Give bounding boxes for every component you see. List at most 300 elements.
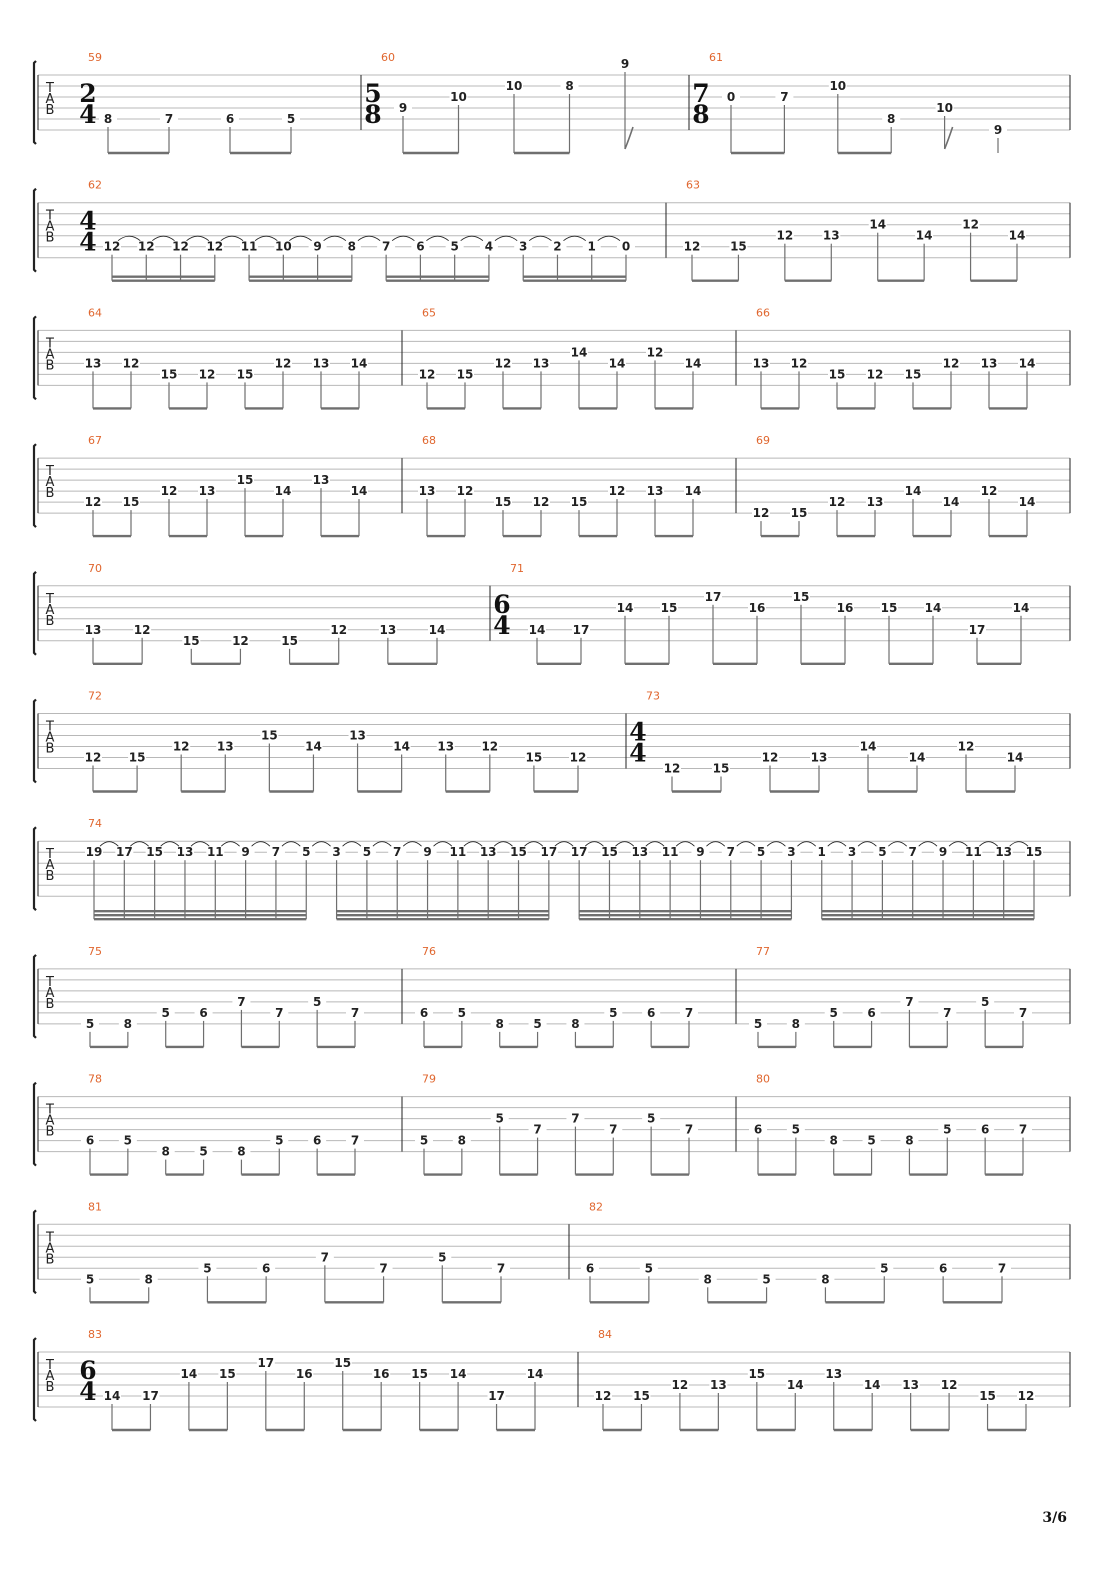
fret-number: 14	[859, 739, 877, 754]
fret-number: 11	[661, 845, 679, 860]
measure-79	[415, 1073, 698, 1175]
fret-number: 5	[302, 845, 311, 860]
system-bracket	[34, 316, 36, 399]
fret-number: 13	[216, 739, 234, 754]
fret-number: 7	[684, 1005, 694, 1020]
fret-number: 15	[334, 1356, 352, 1370]
measure-80	[749, 1073, 1032, 1175]
tab-system	[34, 1328, 1070, 1430]
fret-number: 5	[362, 845, 372, 860]
fret-number: 13	[479, 845, 497, 860]
fret-number: 12	[940, 1378, 958, 1392]
fret-number: 14	[904, 484, 922, 499]
measure-65	[418, 306, 702, 408]
fret-number: 5	[199, 1144, 208, 1159]
bar-number: 67	[88, 434, 102, 448]
measure-69	[752, 434, 1036, 536]
fret-number: 9	[241, 845, 250, 860]
bar-number: 61	[709, 51, 723, 64]
fret-number: 16	[748, 600, 766, 615]
fret-number: 6	[199, 1005, 208, 1020]
fret-number: 13	[631, 845, 649, 860]
fret-number: 11	[449, 845, 467, 860]
fret-number: 8	[571, 1016, 580, 1031]
fret-number: 12	[683, 239, 701, 254]
fret-number: 15	[660, 600, 678, 615]
fret-number: 5	[753, 1016, 763, 1031]
tab-system	[34, 562, 1070, 664]
fret-number: 15	[219, 1367, 236, 1381]
fret-number: 6	[867, 1005, 876, 1020]
fret-number: 13	[866, 495, 884, 510]
fret-number: 5	[609, 1005, 618, 1020]
measure-83	[79, 1328, 544, 1430]
fret-number: 14	[915, 228, 933, 243]
tab-clef-letter: T	[46, 208, 54, 224]
fret-number: 16	[295, 1367, 313, 1381]
fret-number: 7	[1018, 1122, 1028, 1137]
system-bracket	[34, 955, 36, 1038]
fret-number: 5	[161, 1005, 170, 1020]
measure-60	[364, 51, 634, 153]
fret-number: 4	[484, 239, 494, 254]
fret-number: 17	[115, 845, 133, 860]
fret-number: 14	[393, 739, 410, 754]
fret-number: 15	[236, 473, 254, 488]
fret-number: 10	[505, 79, 523, 93]
fret-number: 13	[418, 484, 436, 499]
fret-number: 12	[866, 367, 884, 382]
time-signature-bottom: 8	[692, 100, 710, 129]
tab-clef-letter: B	[45, 869, 55, 885]
measure-73	[629, 690, 1024, 792]
fret-number: 15	[792, 589, 810, 604]
measure-72	[84, 690, 587, 792]
fret-number: 0	[621, 239, 631, 254]
fret-number: 14	[684, 356, 702, 371]
page-number: 3/6	[1042, 1510, 1067, 1526]
tab-clef-letter: A	[45, 347, 55, 363]
fret-number: 12	[608, 484, 626, 499]
tab-clef-letter: B	[45, 741, 55, 757]
fret-number: 10	[274, 239, 292, 254]
fret-number: 7	[237, 994, 246, 1009]
tab-clef-letter: T	[46, 464, 54, 480]
fret-number: 5	[646, 1111, 656, 1126]
fret-number: 13	[902, 1378, 919, 1392]
fret-number: 1	[817, 845, 826, 860]
tab-clef-letter: T	[46, 1230, 54, 1246]
tab-clef-letter: B	[45, 613, 55, 629]
measure-64	[84, 306, 368, 408]
bar-number: 59	[88, 51, 102, 64]
fret-number: 13	[312, 473, 330, 488]
fret-number: 12	[942, 356, 960, 371]
fret-number: 5	[829, 1005, 838, 1020]
fret-number: 12	[232, 633, 249, 648]
fret-number: 14	[924, 600, 942, 615]
fret-number: 6	[646, 1005, 656, 1020]
fret-number: 14	[786, 1378, 804, 1392]
fret-number: 13	[198, 484, 216, 499]
fret-number: 11	[206, 845, 224, 860]
fret-number: 12	[828, 495, 846, 510]
fret-number: 15	[712, 761, 730, 776]
fret-number: 10	[450, 90, 467, 104]
measure-63	[683, 179, 1026, 281]
tab-clef-letter: B	[45, 486, 55, 502]
fret-number: 13	[379, 622, 397, 637]
fret-number: 7	[571, 1111, 580, 1126]
fret-number: 17	[968, 622, 986, 637]
bar-number: 83	[88, 1328, 102, 1341]
bar-number: 82	[589, 1200, 603, 1214]
measure-61	[692, 51, 1007, 153]
tab-system	[34, 51, 1070, 153]
fret-number: 15	[494, 495, 512, 510]
tab-clef-letter: T	[46, 336, 54, 352]
tab-system	[34, 690, 1070, 792]
bar-number: 81	[88, 1200, 102, 1214]
fret-number: 5	[980, 994, 990, 1009]
fret-number: 8	[703, 1272, 712, 1287]
fret-number: 7	[684, 1122, 694, 1137]
fret-number: 15	[748, 1367, 766, 1381]
tab-clef-letter: T	[46, 719, 54, 735]
tab-clef-letter: B	[45, 1380, 55, 1395]
fret-number: 17	[142, 1389, 159, 1403]
system-bracket	[34, 444, 36, 527]
fret-number: 12	[84, 750, 102, 765]
slide-slur	[529, 236, 551, 241]
fret-number: 14	[1006, 750, 1024, 765]
tab-clef-letter: A	[45, 730, 55, 746]
fret-number: 5	[286, 112, 296, 126]
fret-number: 12	[957, 739, 975, 754]
fret-number: 6	[312, 1133, 322, 1148]
measure-74	[85, 817, 1043, 919]
systems-layer	[34, 51, 1070, 1430]
bar-number: 84	[598, 1328, 612, 1341]
fret-number: 15	[828, 367, 846, 382]
time-signature-bottom: 4	[79, 100, 97, 129]
fret-number: 5	[85, 1272, 95, 1287]
fret-number: 5	[878, 845, 887, 860]
tab-system	[34, 306, 1070, 408]
fret-number: 14	[528, 622, 546, 637]
fret-number: 15	[510, 845, 527, 860]
fret-number: 6	[85, 1133, 95, 1148]
fret-number: 14	[1012, 600, 1030, 615]
tab-system	[34, 1200, 1070, 1302]
fret-number: 14	[526, 1367, 544, 1381]
fret-number: 13	[84, 356, 102, 371]
tab-clef-letter: B	[45, 103, 55, 118]
fret-number: 12	[671, 1378, 689, 1392]
fret-number: 14	[350, 356, 368, 371]
fret-number: 10	[829, 79, 847, 93]
fret-number: 3	[519, 239, 528, 254]
fret-number: 17	[570, 845, 588, 860]
slide-slur	[358, 236, 380, 241]
tab-clef-letter: A	[45, 1241, 55, 1257]
system-bracket	[34, 1210, 36, 1293]
fret-number: 6	[938, 1261, 948, 1276]
fret-number: 7	[908, 845, 917, 860]
fret-number: 15	[525, 750, 543, 765]
fret-number: 5	[438, 1250, 447, 1265]
fret-number: 17	[488, 1389, 505, 1403]
fret-number: 14	[305, 739, 322, 754]
fret-number: 14	[1008, 228, 1026, 243]
fret-number: 15	[904, 367, 922, 382]
measure-67	[84, 434, 368, 536]
system-bracket	[34, 61, 36, 144]
slide-slur	[598, 236, 620, 241]
fret-number: 7	[350, 1005, 360, 1020]
measure-59	[79, 51, 300, 153]
slide-slur	[426, 236, 448, 241]
fret-number: 0	[726, 90, 736, 104]
fret-number: 7	[726, 845, 735, 860]
fret-number: 6	[585, 1261, 595, 1276]
tab-system	[34, 1073, 1070, 1175]
fret-number: 8	[905, 1133, 914, 1148]
tab-clef-letter: A	[45, 602, 55, 618]
fret-number: 15	[128, 750, 146, 765]
tab-clef-letter: T	[46, 591, 54, 607]
time-signature-top: 4	[79, 206, 97, 236]
fret-number: 8	[123, 1016, 133, 1031]
bar-number: 69	[756, 434, 770, 448]
fret-number: 15	[601, 845, 618, 860]
time-signature-bottom: 4	[79, 227, 97, 257]
fret-number: 12	[172, 739, 190, 754]
measure-81	[81, 1200, 510, 1302]
fret-number: 5	[791, 1122, 801, 1137]
tab-clef-letter: A	[45, 475, 55, 491]
time-signature-bottom: 4	[629, 738, 647, 768]
fret-number: 7	[271, 845, 281, 860]
fret-number: 14	[1018, 356, 1036, 371]
tab-system	[34, 817, 1070, 919]
measure-68	[418, 434, 702, 536]
bar-number: 66	[756, 306, 770, 320]
tab-clef-letter: T	[46, 1358, 54, 1373]
fret-number: 5	[457, 1005, 467, 1020]
tab-clef-letter: T	[46, 974, 54, 990]
bar-number: 72	[88, 689, 102, 703]
time-signature-bottom: 8	[364, 100, 382, 129]
fret-number: 6	[416, 239, 425, 254]
fret-number: 19	[85, 845, 103, 860]
fret-number: 7	[164, 112, 174, 126]
fret-number: 9	[993, 123, 1003, 137]
fret-number: 8	[829, 1133, 838, 1148]
fret-number: 6	[419, 1005, 429, 1020]
fret-number: 7	[780, 90, 789, 104]
fret-number: 14	[684, 484, 702, 499]
fret-number: 15	[182, 633, 200, 648]
tab-clef-letter: B	[45, 1252, 55, 1268]
fret-number: 12	[198, 367, 216, 382]
bar-number: 64	[88, 306, 102, 320]
fret-number: 15	[160, 367, 178, 382]
fret-number: 15	[633, 1389, 650, 1403]
bar-number: 63	[686, 178, 700, 192]
fret-number: 5	[762, 1272, 771, 1287]
fret-number: 12	[274, 356, 292, 371]
fret-number: 14	[103, 1389, 121, 1403]
fret-number: 13	[84, 622, 102, 637]
fret-number: 16	[836, 600, 854, 615]
fret-number: 13	[822, 228, 840, 243]
bar-number: 74	[88, 817, 102, 831]
fret-number: 17	[704, 589, 722, 604]
fret-number: 8	[144, 1272, 153, 1287]
fret-number: 13	[176, 845, 194, 860]
bar-number: 68	[422, 434, 436, 448]
fret-number: 12	[418, 367, 436, 382]
fret-number: 9	[938, 845, 948, 860]
fret-number: 7	[275, 1005, 284, 1020]
system-bracket	[34, 189, 36, 272]
fret-number: 5	[880, 1261, 889, 1276]
fret-number: 5	[644, 1261, 654, 1276]
fret-number: 7	[381, 239, 391, 254]
fret-number: 12	[790, 356, 808, 371]
fret-number: 5	[533, 1016, 542, 1031]
tab-clef-letter: A	[45, 92, 55, 107]
tab-clef-letter: T	[46, 1102, 54, 1118]
measure-70	[84, 562, 446, 664]
bar-number: 76	[422, 944, 436, 958]
tab-clef-letter: T	[46, 81, 54, 96]
fret-number: 15	[261, 728, 278, 743]
fret-number: 15	[122, 495, 140, 510]
slide-slur	[461, 236, 483, 241]
measure-77	[749, 945, 1032, 1047]
time-signature-top: 6	[493, 589, 511, 619]
fret-number: 8	[791, 1016, 801, 1031]
fret-number: 7	[1018, 1005, 1028, 1020]
bar-number: 79	[422, 1072, 436, 1086]
fret-number: 15	[979, 1389, 996, 1403]
bar-number: 78	[88, 1072, 102, 1086]
fret-number: 5	[275, 1133, 284, 1148]
bar-number: 77	[756, 944, 770, 958]
fret-number: 12	[1017, 1389, 1035, 1403]
fret-number: 14	[869, 217, 887, 232]
slide-slur	[289, 236, 311, 241]
fret-number: 7	[609, 1122, 618, 1137]
bar-number: 75	[88, 944, 102, 958]
fret-number: 8	[565, 79, 574, 93]
fret-number: 13	[710, 1378, 727, 1392]
fret-number: 6	[225, 112, 235, 126]
fret-number: 6	[980, 1122, 990, 1137]
fret-number: 12	[962, 217, 979, 232]
fret-number: 12	[752, 506, 770, 521]
slide-slur	[495, 236, 517, 241]
tab-clef-letter: A	[45, 985, 55, 1001]
tab-clef-letter: B	[45, 996, 55, 1012]
bar-number: 80	[756, 1072, 770, 1086]
fret-number: 7	[496, 1261, 506, 1276]
measure-84	[594, 1328, 1035, 1430]
fret-number: 12	[494, 356, 512, 371]
fret-number: 7	[320, 1250, 330, 1265]
fret-number: 3	[787, 845, 796, 860]
fret-number: 13	[646, 484, 664, 499]
fret-number: 12	[103, 239, 121, 254]
fret-number: 15	[1025, 845, 1043, 860]
time-signature-top: 2	[79, 79, 97, 108]
fret-number: 8	[237, 1144, 246, 1159]
bar-number: 65	[422, 306, 436, 320]
fret-number: 12	[569, 750, 587, 765]
tab-clef-letter: A	[45, 858, 55, 874]
fret-number: 13	[437, 739, 455, 754]
fret-number: 12	[122, 356, 140, 371]
fret-number: 17	[572, 622, 590, 637]
fret-number: 12	[532, 495, 550, 510]
bar-number: 62	[88, 178, 102, 192]
system-bracket	[34, 572, 36, 655]
system-bracket	[34, 827, 36, 910]
fret-number: 14	[428, 622, 446, 637]
fret-number: 8	[103, 112, 113, 126]
measure-62	[79, 179, 635, 281]
fret-number: 8	[495, 1016, 504, 1031]
time-signature-top: 5	[364, 79, 382, 108]
measure-66	[752, 306, 1036, 408]
fret-number: 11	[240, 239, 258, 254]
fret-number: 9	[313, 239, 322, 254]
fret-number: 12	[980, 484, 998, 499]
fret-number: 7	[379, 1261, 388, 1276]
fret-number: 13	[825, 1367, 843, 1381]
slide-slur	[563, 236, 585, 241]
fret-number: 7	[905, 994, 914, 1009]
fret-number: 9	[423, 845, 432, 860]
fret-number: 14	[608, 356, 626, 371]
fret-number: 3	[847, 845, 857, 860]
fret-number: 12	[137, 239, 155, 254]
fret-number: 5	[85, 1016, 95, 1031]
fret-number: 5	[756, 845, 766, 860]
fret-number: 8	[821, 1272, 830, 1287]
fret-number: 13	[810, 750, 828, 765]
fret-number: 12	[663, 761, 681, 776]
fret-number: 12	[456, 484, 474, 499]
fret-number: 15	[281, 633, 298, 648]
time-signature-top: 4	[629, 717, 647, 747]
fret-number: 13	[995, 845, 1013, 860]
tab-system	[34, 945, 1070, 1047]
fret-number: 14	[180, 1367, 198, 1381]
fret-number: 3	[332, 845, 341, 860]
fret-number: 12	[481, 739, 499, 754]
fret-number: 14	[863, 1378, 881, 1392]
system-bracket	[34, 700, 36, 783]
fret-number: 1	[587, 239, 596, 254]
fret-number: 6	[753, 1122, 763, 1137]
fret-number: 8	[347, 239, 357, 254]
fret-number: 12	[206, 239, 224, 254]
fret-number: 12	[84, 495, 102, 510]
time-signature-bottom: 4	[493, 610, 511, 640]
